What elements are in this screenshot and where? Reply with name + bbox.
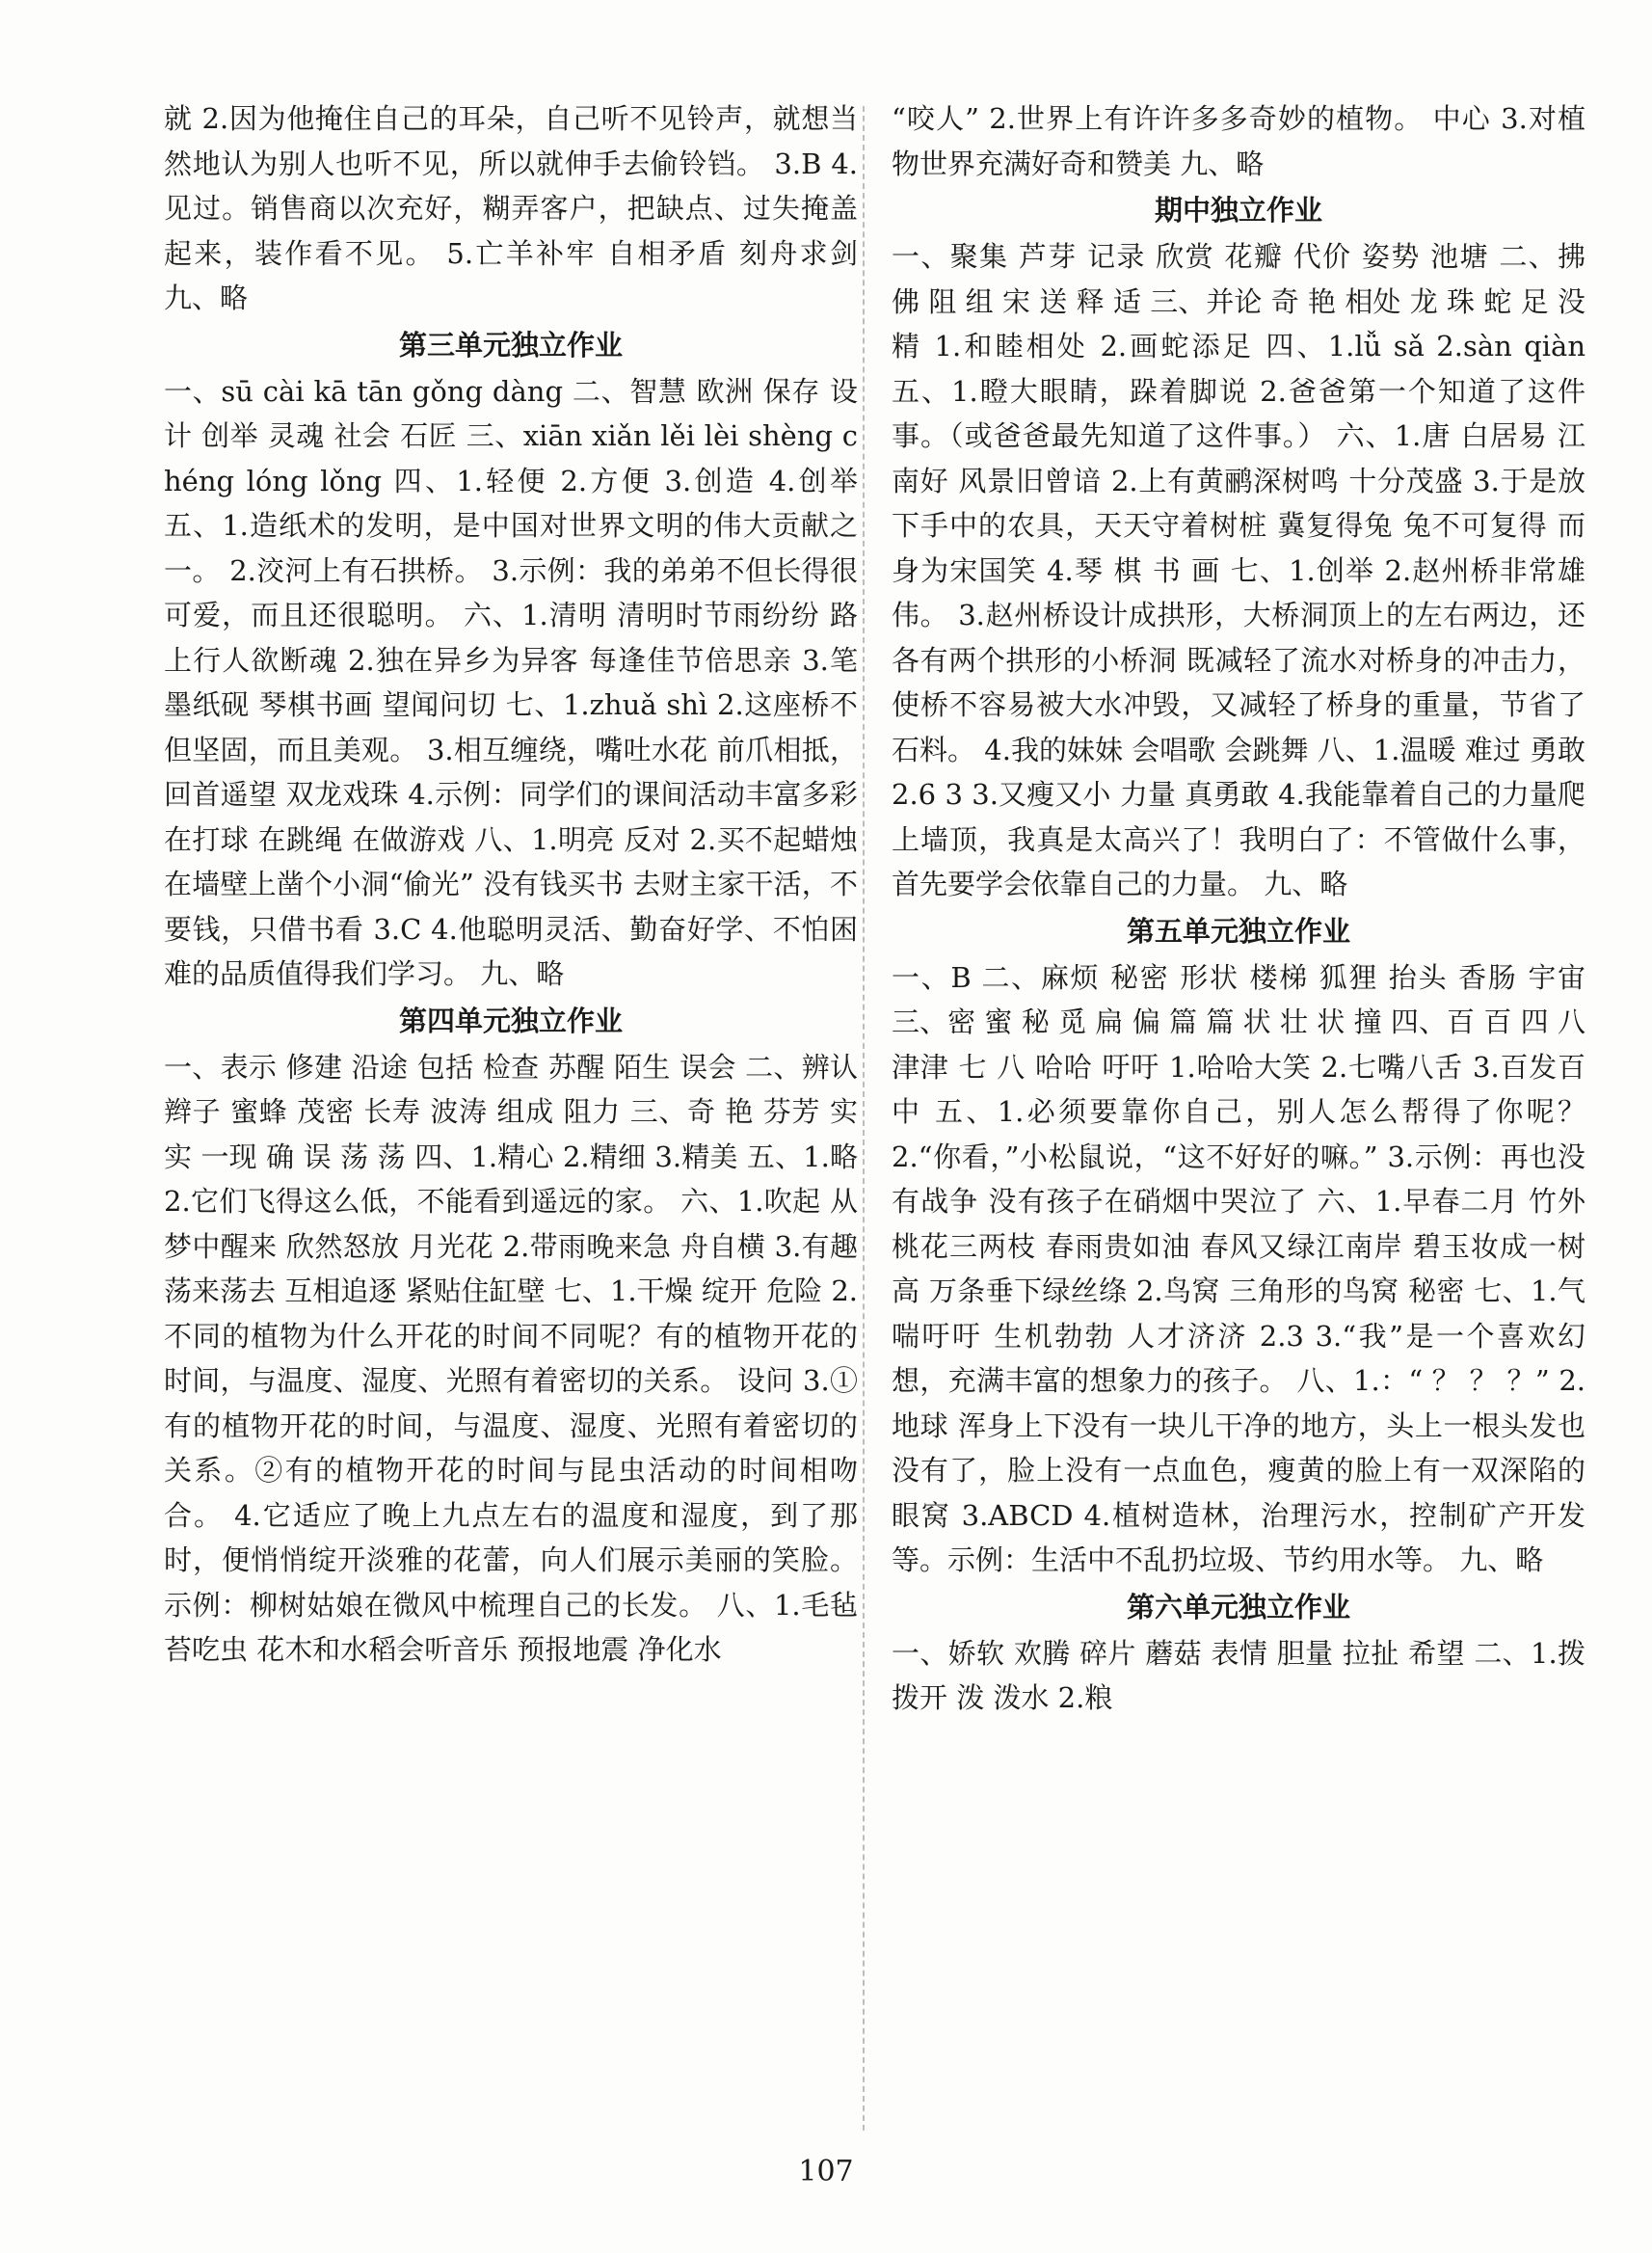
- answer-block-unit-4: 一、表示 修建 沿途 包括 检查 苏醒 陌生 误会 二、辨认 辫子 蜜蜂 茂密 长寿 波涛 组成 阻力 三、奇 艳 芬芳 实实 一现 确 误 荡 荡 四、1.精心 2.精细 3.精美 五、1.略 2.它们飞得这么低，不能看到遥远的家。 六、1.吹起 从梦中醒来 欣然怒放 月光花 2.带雨晚来急 舟自横 3.有趣 荡来荡去 互相追逐 紧贴住缸壁 七、1.干燥 绽开 危险 2.不同的植物为什么开花的时间不同呢？有的植物开花的时间，与温度、湿度、光照有着密切的关系。 设问 3.①有的植物开花的时间，与温度、湿度、光照有着密切的关系。②有的植物开花的时间与昆虫活动的时间相吻合。 4.它适应了晚上九点左右的温度和湿度，到了那时，便悄悄绽开淡雅的花蕾，向人们展示美丽的笑脸。 示例：柳树姑娘在微风中梳理自己的长发。 八、1.毛毡苔吃虫 花木和水稻会听音乐 预报地震 净化水: [164, 1050, 858, 1666]
- section-title-unit-4: 第四单元独立作业: [398, 1004, 623, 1037]
- answer-block-unit-5: 一、B 二、麻烦 秘密 形状 楼梯 狐狸 抬头 香肠 宇宙 三、密 蜜 秘 觅 扁 偏 篇 篇 状 壮 状 撞 四、百 百 四 八 津津 七 八 哈哈 吁吁 1.哈哈大笑 2.七嘴八舌 3.百发百中 五、1.必须要靠你自己，别人怎么帮得了你呢？ 2.“你看，”小松鼠说，“这不好好的嘛。” 3.示例：再也没有战争 没有孩子在硝烟中哭泣了 六、1.早春二月 竹外桃花三两枝 春雨贵如油 春风又绿江南岸 碧玉妆成一树高 万条垂下绿丝绦 2.鸟窝 三角形的鸟窝 秘密 七、1.气喘吁吁 生机勃勃 人才济济 2.3 3.“我”是一个喜欢幻想，充满丰富的想象力的孩子。 八、1.：“ ？ ？ ？” 2.地球 浑身上下没有一块儿干净的地方，头上一根头发也没有了，脸上没有一点血色，瘦黄的脸上有一双深陷的眼窝 3.ABCD 4.植树造林，治理污水，控制矿产开发等。示例：生活中不乱扔垃圾、节约用水等。 九、略: [892, 960, 1585, 1576]
- answer-block-unit-3: 一、sū cài kā tān gǒng dàng 二、智慧 欧洲 保存 设计 创举 灵魂 社会 石匠 三、xiān xiǎn lěi lèi shèng chéng lóng lǒng 四、1.轻便 2.方便 3.创造 4.创举 五、1.造纸术的发明，是中国对世界文明的伟大贡献之一。 2.洨河上有石拱桥。 3.示例：我的弟弟不但长得很可爱，而且还很聪明。 六、1.清明 清明时节雨纷纷 路上行人欲断魂 2.独在异乡为异客 每逢佳节倍思亲 3.笔墨纸砚 琴棋书画 望闻问切 七、1.zhuǎ shì 2.这座桥不但坚固，而且美观。 3.相互缠绕，嘴吐水花 前爪相抵，回首遥望 双龙戏珠 4.示例：同学们的课间活动丰富多彩 在打球 在跳绳 在做游戏 八、1.明亮 反对 2.买不起蜡烛 在墙壁上凿个小洞“偷光” 没有钱买书 去财主家干活，不要钱，只借书看 3.C 4.他聪明灵活、勤奋好学、不怕困难的品质值得我们学习。 九、略: [164, 374, 858, 990]
- answer-block-midterm: 一、聚集 芦芽 记录 欣赏 花瓣 代价 姿势 池塘 二、拂 佛 阻 组 宋 送 释 适 三、并论 奇 艳 相处 龙 珠 蛇 足 没精 1.和睦相处 2.画蛇添足 四、1.lǚ sǎ 2.sàn qiàn 五、1.瞪大眼睛，跺着脚说 2.爸爸第一个知道了这件事。（或爸爸最先知道了这件事。） 六、1.唐 白居易 江南好 风景旧曾谙 2.上有黄鹂深树鸣 十分茂盛 3.于是放下手中的农具，天天守着树桩 冀复得兔 兔不可复得 而身为宋国笑 4.琴 棋 书 画 七、1.创举 2.赵州桥非常雄伟。 3.赵州桥设计成拱形，大桥洞顶上的左右两边，还各有两个拱形的小桥洞 既减轻了流水对桥身的冲击力，使桥不容易被大水冲毁，又减轻了桥身的重量，节省了石料。 4.我的妹妹 会唱歌 会跳舞 八、1.温暖 难过 勇敢 2.6 3 3.又瘦又小 力量 真勇敢 4.我能靠着自己的力量爬上墙顶，我真是太高兴了！我明白了：不管做什么事，首先要学会依靠自己的力量。 九、略: [892, 240, 1585, 900]
- right-column: [892, 96, 1585, 1721]
- column-divider: [863, 106, 865, 2131]
- answer-block-continued-right: “咬人” 2.世界上有许许多多奇妙的植物。 中心 3.对植物世界充满好奇和赞美 九、略: [892, 102, 1585, 180]
- left-column: [164, 96, 858, 1673]
- answer-block-unit-6: 一、娇软 欢腾 碎片 蘑菇 表情 胆量 拉扯 希望 二、1.拨 拨开 泼 泼水 2.粮: [892, 1636, 1585, 1714]
- section-title-unit-3: 第三单元独立作业: [398, 328, 623, 362]
- section-title-unit-5: 第五单元独立作业: [1126, 914, 1350, 948]
- section-title-midterm: 期中独立作业: [1154, 194, 1322, 227]
- answer-block-continued: 就 2.因为他掩住自己的耳朵，自己听不见铃声，就想当然地认为别人也听不见，所以就伸手去偷铃铛。 3.B 4.见过。销售商以次充好，糊弄客户，把缺点、过失掩盖起来，装作看不见。 5.亡羊补牢 自相矛盾 刻舟求剑 九、略: [164, 102, 858, 314]
- section-title-unit-6: 第六单元独立作业: [1126, 1590, 1350, 1623]
- page-number: 107: [798, 2155, 854, 2188]
